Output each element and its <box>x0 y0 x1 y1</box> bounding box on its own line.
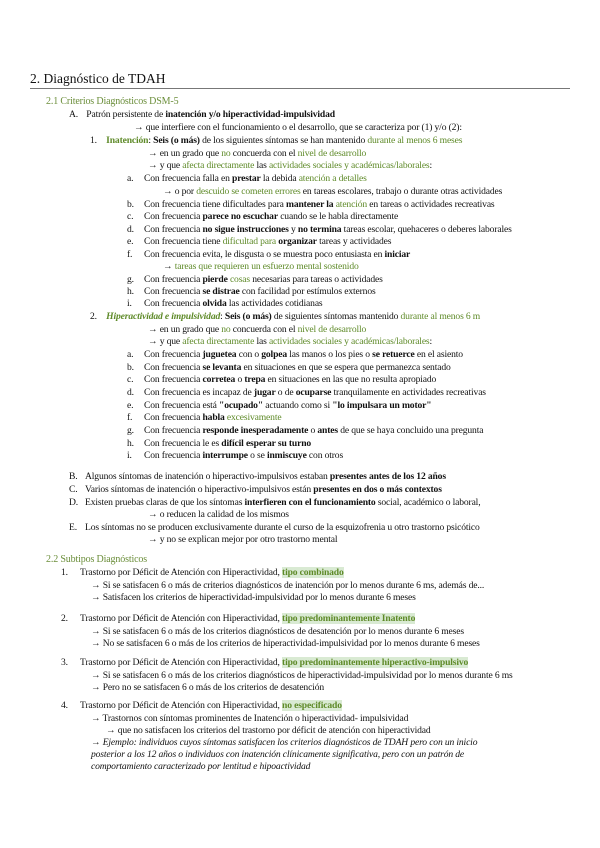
t: Con frecuencia <box>144 349 203 360</box>
marker: a. <box>127 349 134 360</box>
ina-item-g <box>127 274 383 286</box>
marker: i. <box>127 450 132 461</box>
t: → y que <box>148 336 183 347</box>
t: y <box>288 224 298 235</box>
t: : <box>429 160 433 171</box>
t: Con frecuencia tiene dificultades para <box>144 199 286 210</box>
subtype-2-arrow-1: → Si se satisfacen 6 o más de los criterios diagnósticos de desatención por lo menos durante 6 meses <box>91 626 464 637</box>
t: Con frecuencia <box>144 224 203 235</box>
marker: 4. <box>61 700 68 711</box>
t: Con frecuencia <box>144 274 203 285</box>
subtype-3-arrow-1: → Si se satisfacen 6 o más de los criterios diagnósticos de hiperactividad-impulsividad por lo menos durante 6 ms <box>91 670 513 681</box>
t: → <box>91 737 103 748</box>
marker: a. <box>127 173 134 184</box>
g: nivel de desarrollo <box>297 148 367 159</box>
t: Trastorno por Déficit de Atención con Hiperactividad, <box>80 700 283 711</box>
marker: b. <box>127 362 134 373</box>
t: Existen pruebas claras de que los síntomas <box>85 497 245 508</box>
b: parece no escuchar <box>202 211 278 222</box>
marker: b. <box>127 199 134 210</box>
t: Algunos síntomas de inatención o hiperactivo-impulsivos estaban <box>85 471 330 482</box>
t: de que se haya concluido una pregunta <box>337 425 484 436</box>
subtype-4 <box>61 700 342 712</box>
t: Con frecuencia le es <box>144 438 222 449</box>
b: iniciar <box>384 249 411 260</box>
ina-item-i <box>127 298 323 310</box>
c1-arrow-2 <box>148 160 432 172</box>
subtype-3 <box>61 657 469 669</box>
subtype-4-arrow-2: → que no satisfacen los criterios del trastorno por déficit de atención con hiperactividad <box>106 725 431 736</box>
b: juguetea <box>202 349 237 360</box>
criterion-b <box>69 471 446 483</box>
t: → en un grado que <box>148 324 222 335</box>
t: tranquilamente en actividades recreativas <box>331 387 486 398</box>
t: o de <box>275 387 296 398</box>
t: → o por <box>163 186 197 197</box>
subtype-name: no especificado <box>282 700 342 711</box>
t: tareas escolar, quehaceres o deberes laborales <box>341 224 512 235</box>
b: presentes en dos o más contextos <box>313 484 442 495</box>
text: Patrón persistente de <box>86 109 166 120</box>
g: nivel de desarrollo <box>297 324 367 335</box>
b: interrumpe <box>202 450 248 461</box>
b: no termina <box>297 224 342 235</box>
t: cuando se le habla directamente <box>277 211 399 222</box>
label: Hiperactividad e impulsividad <box>106 311 221 322</box>
subtype-1-arrow-1: → Si se satisfacen 6 o más de criterios diagnósticos de inatención por lo menos durante 6 ms, además de... <box>91 580 485 591</box>
green-text: durante al menos 6 meses <box>367 135 463 146</box>
t: las actividades cotidianas <box>226 298 323 309</box>
b: inmiscuye <box>266 450 307 461</box>
g: actividades sociales y académicas/laborales <box>268 336 430 347</box>
t: las <box>254 336 269 347</box>
criterion-c <box>69 484 442 496</box>
hip-item-i <box>127 450 344 462</box>
ina-item-a <box>127 173 367 185</box>
marker: f. <box>127 412 133 423</box>
t: : <box>429 336 433 347</box>
b: ocuparse <box>295 387 332 398</box>
b: "ocupado" <box>219 400 264 411</box>
t: actuando como si <box>263 400 333 411</box>
g: atención a detalles <box>298 173 367 184</box>
ina-item-b <box>127 199 495 211</box>
t: tareas y actividades <box>316 236 392 247</box>
marker: d. <box>127 224 134 235</box>
g: no <box>221 148 231 159</box>
b: olvida <box>202 298 227 309</box>
t: Con frecuencia es incapaz de <box>144 387 254 398</box>
hip-item-f <box>127 412 282 424</box>
b: no sigue instrucciones <box>202 224 289 235</box>
marker: D. <box>69 497 79 508</box>
t: Con frecuencia <box>144 412 203 423</box>
section-heading-subtipos: 2.2 Subtipos Diagnósticos <box>46 554 147 565</box>
label: Inatención <box>106 135 149 146</box>
criterion-a-arrow: → que interfiere con el funcionamiento o el desarrollo, que se caracteriza por (1) y/o (2): <box>134 122 462 133</box>
b: presentes antes de los 12 años <box>329 471 446 482</box>
text: de los siguientes síntomas se han mantenido <box>199 135 368 146</box>
g: cosas <box>227 274 250 285</box>
g: atención <box>333 199 367 210</box>
subtype-4-example-line-3: comportamiento caracterizado por lentitud e hipoactividad <box>91 761 311 772</box>
t: las <box>254 160 269 171</box>
marker: 2. <box>61 613 68 624</box>
g: no <box>221 324 231 335</box>
subtype-2-arrow-2: → No se satisfacen 6 o más de los criterios de hiperactividad-impulsividad por lo menos durante 6 meses <box>91 638 480 649</box>
hip-item-g <box>127 425 484 437</box>
marker: 1. <box>61 567 68 578</box>
ina-item-c <box>127 211 399 223</box>
marker: c. <box>127 211 134 222</box>
c2-arrow-2 <box>148 336 432 348</box>
marker: 3. <box>61 657 68 668</box>
subtype-name: tipo predominantemente hiperactivo-impulsivo <box>282 657 469 668</box>
marker: d. <box>127 387 134 398</box>
t: concuerda con el <box>230 324 298 335</box>
page-title: 2. Diagnóstico de TDAH <box>30 71 166 86</box>
marker: c. <box>127 374 134 385</box>
t: Con frecuencia <box>144 298 203 309</box>
t: en tareas escolares, trabajo o durante otras actividades <box>300 186 503 197</box>
hip-item-h <box>127 438 312 450</box>
hip-item-c <box>127 374 437 386</box>
t: Trastorno por Déficit de Atención con Hiperactividad, <box>80 657 283 668</box>
bold-text: Seis (o más) <box>153 135 200 146</box>
bold-text: inatención y/o hiperactividad-impulsividad <box>165 109 335 120</box>
t: Con frecuencia evita, le disgusta o se muestra poco entusiasta en <box>144 249 385 260</box>
t: Trastorno por Déficit de Atención con Hiperactividad, <box>80 567 283 578</box>
criterion-a <box>69 109 335 121</box>
marker: h. <box>127 438 134 449</box>
g: tareas que requieren un esfuerzo mental sostenido <box>174 261 359 272</box>
t: social, académico o laboral, <box>375 497 481 508</box>
b: se levanta <box>202 362 242 373</box>
hip-item-a <box>127 349 463 361</box>
t: Con frecuencia <box>144 362 203 373</box>
b: golpea <box>261 349 288 360</box>
t: o se <box>247 450 267 461</box>
t: en tareas o actividades recreativas <box>367 199 495 210</box>
t: → <box>163 261 175 272</box>
hip-item-d <box>127 387 486 399</box>
green-text: durante al menos 6 m <box>400 311 481 322</box>
t: Con frecuencia <box>144 211 203 222</box>
t: Con frecuencia tiene <box>144 236 223 247</box>
t: la debida <box>260 173 299 184</box>
colon: : <box>148 135 154 146</box>
criterion-e <box>69 522 480 534</box>
marker: f. <box>127 249 133 260</box>
c2-arrow-1 <box>148 324 366 336</box>
b: prestar <box>232 173 261 184</box>
t: Los síntomas no se producen exclusivamente durante el curso de la esquizofrenia u otro trastorno psicótico <box>85 522 480 533</box>
g: excesivamente <box>224 412 282 423</box>
t: Trastorno por Déficit de Atención con Hiperactividad, <box>80 613 283 624</box>
b: difícil esperar su turno <box>221 438 312 449</box>
ina-item-a-arrow <box>163 186 502 198</box>
marker: i. <box>127 298 132 309</box>
subtype-name: tipo combinado <box>282 567 344 578</box>
b: responde inesperadamente <box>202 425 309 436</box>
marker: 1. <box>90 135 97 146</box>
criterion-d-arrow: → o reducen la calidad de los mismos <box>148 509 289 520</box>
t: o <box>235 374 245 385</box>
subtype-4-example-line-2: posterior a los 12 años o individuos con inatención clínicamente significativa, pero con un patrón de <box>91 749 464 760</box>
b: se distrae <box>202 286 240 297</box>
t: concuerda con el <box>230 148 298 159</box>
t: en situaciones en que se espera que permanezca sentado <box>241 362 451 373</box>
c1-arrow-1 <box>148 148 366 160</box>
marker: g. <box>127 425 134 436</box>
g: descuido se cometen errores <box>196 186 301 197</box>
t: necesarias para tareas o actividades <box>249 274 383 285</box>
marker: e. <box>127 400 134 411</box>
title-divider <box>30 88 570 89</box>
subtype-4-arrow-1: → Trastornos con síntomas prominentes de Inatención o hiperactividad- impulsividad <box>91 713 409 724</box>
b: jugar <box>253 387 276 398</box>
marker: e. <box>127 236 134 247</box>
subtype-4-example-line-1 <box>91 737 477 749</box>
t: Con frecuencia falla en <box>144 173 233 184</box>
b: habla <box>202 412 225 423</box>
marker: C. <box>69 484 78 495</box>
criterion-1-inatencion <box>90 135 462 147</box>
ina-item-f-arrow <box>163 261 359 273</box>
colon: : <box>220 311 225 322</box>
t: Varios síntomas de inatención o hiperactivo-impulsivos están <box>85 484 314 495</box>
g: afecta directamente <box>182 336 255 347</box>
subtype-1-arrow-2: → Satisfacen los criterios de hiperactividad-impulsividad por lo menos durante 6 meses <box>91 592 416 603</box>
subtype-name: tipo predominantemente Inatento <box>282 613 416 624</box>
b: corretea <box>202 374 236 385</box>
b: mantener la <box>285 199 334 210</box>
t: Con frecuencia está <box>144 400 220 411</box>
t: Con frecuencia <box>144 425 203 436</box>
marker: g. <box>127 274 134 285</box>
ina-item-e <box>127 236 392 248</box>
t: Con frecuencia <box>144 374 203 385</box>
text: de siguientes síntomas mantenido <box>271 311 401 322</box>
section-heading-criterios: 2.1 Criterios Diagnósticos DSM-5 <box>46 96 179 107</box>
b: trepa <box>244 374 266 385</box>
t: en situaciones en las que no resulta apropiado <box>265 374 437 385</box>
subtype-2 <box>61 613 416 625</box>
b: se retuerce <box>372 349 415 360</box>
marker: E. <box>69 522 77 533</box>
b: pierde <box>202 274 228 285</box>
marker: A. <box>69 109 79 120</box>
criterion-e-arrow: → y no se explican mejor por otro trastorno mental <box>148 534 338 545</box>
t: Con frecuencia <box>144 286 203 297</box>
ina-item-h <box>127 286 376 298</box>
t: con otros <box>306 450 344 461</box>
marker: B. <box>69 471 78 482</box>
ina-item-d <box>127 224 512 236</box>
marker: h. <box>127 286 134 297</box>
b: organizar <box>278 236 317 247</box>
b: antes <box>317 425 338 436</box>
t: → y que <box>148 160 183 171</box>
subtype-1 <box>61 567 344 579</box>
criterion-d <box>69 497 481 509</box>
t: en el asiento <box>414 349 463 360</box>
g: dificultad para <box>222 236 277 247</box>
b: interfieren con el funcionamiento <box>244 497 376 508</box>
t: Con frecuencia <box>144 450 203 461</box>
marker: 2. <box>90 311 97 322</box>
ina-item-f <box>127 249 411 261</box>
g: afecta directamente <box>182 160 255 171</box>
t: o <box>308 425 318 436</box>
b: "lo impulsara un motor" <box>332 400 432 411</box>
example-text: Ejemplo: individuos cuyos síntomas satisfacen los criterios diagnósticos de TDAH pero con un inicio <box>102 737 478 748</box>
hip-item-b <box>127 362 451 374</box>
t: con facilidad por estímulos externos <box>239 286 376 297</box>
t: con o <box>236 349 262 360</box>
g: actividades sociales y académicas/laborales <box>268 160 430 171</box>
criterion-2-hiperactividad <box>90 311 480 323</box>
subtype-3-arrow-2: → Pero no se satisfacen 6 o más de los criterios de desatención <box>91 682 324 693</box>
t: → en un grado que <box>148 148 222 159</box>
t: las manos o los pies o <box>287 349 373 360</box>
hip-item-e <box>127 400 432 412</box>
bold-text: Seis (o más) <box>224 311 272 322</box>
